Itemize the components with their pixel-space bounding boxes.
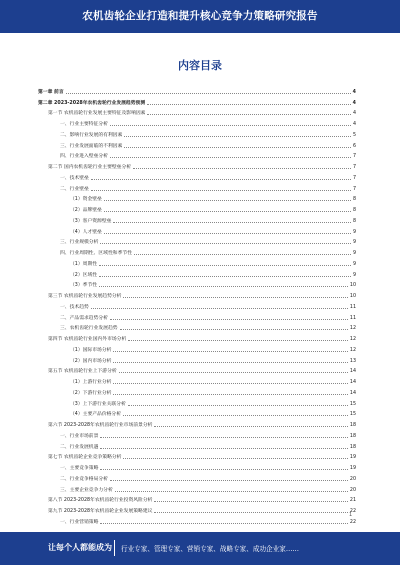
toc-entry-label: 第三节 农机齿轮行业发展趋势分析 <box>48 294 122 299</box>
toc-entry-label: （3）上下游行业关联分析 <box>70 401 126 407</box>
toc-entry-label: （4）主要产品价格分析 <box>70 412 122 418</box>
toc-entry[interactable] <box>38 396 356 407</box>
toc-entry-label: 第一章 前言 <box>38 89 64 95</box>
toc-entry-page: 10 <box>349 294 356 299</box>
toc-entry-label: （2）品牌壁垒 <box>70 208 102 213</box>
toc-entry-label: 第八节 2023-2028年农机齿轮行业投资风险分析 <box>48 498 153 504</box>
toc-leader-dots <box>154 425 347 427</box>
toc-entry[interactable] <box>38 235 356 246</box>
toc-entry[interactable] <box>38 374 356 385</box>
toc-leader-dots <box>154 511 347 513</box>
toc-leader-dots <box>110 318 348 320</box>
toc-entry[interactable] <box>38 95 356 106</box>
toc-entry[interactable] <box>38 159 356 170</box>
toc-leader-dots <box>113 393 347 395</box>
toc-entry[interactable] <box>38 482 356 493</box>
toc-entry-page: 22 <box>349 509 356 514</box>
toc-entry[interactable] <box>38 342 356 353</box>
toc-entry-label: 第一节 农机齿轮行业发展主要特征及影响因素 <box>48 111 146 117</box>
toc-entry-label: 二、行业发展机遇 <box>60 444 99 450</box>
toc-leader-dots <box>100 242 351 244</box>
toc-entry-page: 4 <box>352 122 356 127</box>
toc-entry-page: 18 <box>349 423 356 428</box>
footer-divider <box>114 540 115 556</box>
toc-entry-page: 11 <box>349 315 356 321</box>
toc-leader-dots <box>100 436 348 438</box>
toc-leader-dots <box>99 285 348 287</box>
toc-entry-page: 9 <box>352 240 356 246</box>
footer-tagline: 行业专家、管理专家、营销专家、战略专家、成功企业家…… <box>121 545 300 553</box>
toc-leader-dots <box>113 221 351 223</box>
toc-entry-label: 第五节 农机齿轮行业上下游分析 <box>48 369 117 375</box>
toc-entry-label: 二、行业壁垒 <box>60 186 89 192</box>
toc-entry-page: 9 <box>352 272 356 278</box>
page-number: 1 <box>349 512 353 518</box>
toc-entry[interactable] <box>38 224 356 235</box>
toc-entry[interactable] <box>38 417 356 428</box>
toc-entry[interactable] <box>38 299 356 310</box>
toc-entry-page: 7 <box>352 154 356 160</box>
toc-entry-label: （1）资金壁垒 <box>70 197 102 203</box>
toc-leader-dots <box>91 307 348 309</box>
toc-entry-label: （2）国内市场分析 <box>70 358 112 364</box>
toc-entry-page: 6 <box>352 143 356 149</box>
toc-entry-label: 二、行业竞争格局分析 <box>60 476 108 482</box>
toc-leader-dots <box>147 103 351 105</box>
toc-entry[interactable] <box>38 181 356 192</box>
toc-entry[interactable] <box>38 170 356 181</box>
toc-entry-label: （3）客户资源壁垒 <box>70 218 112 224</box>
toc-entry-page: 8 <box>352 197 356 203</box>
toc-leader-dots <box>100 447 348 449</box>
toc-entry-page: 9 <box>352 251 356 256</box>
toc-entry[interactable] <box>38 127 356 138</box>
toc-leader-dots <box>110 156 351 158</box>
toc-entry[interactable] <box>38 278 356 289</box>
toc-entry-label: 三、主要企业竞争力分析 <box>60 487 113 493</box>
toc-leader-dots <box>100 522 348 524</box>
toc-entry-page: 4 <box>352 89 356 95</box>
toc-entry-label: 三、行业规模分析 <box>60 240 99 246</box>
toc-entry[interactable] <box>38 213 356 224</box>
toc-entry-label: 一、主要竞争策略 <box>60 466 99 471</box>
toc-entry-label: 一、技术壁垒 <box>60 175 89 181</box>
toc-entry-page: 4 <box>352 100 356 106</box>
toc-leader-dots <box>119 371 348 373</box>
toc-entry-page: 12 <box>349 347 356 353</box>
toc-entry-label: 第九节 2023-2028年农机齿轮企业发展策略建议 <box>48 509 153 514</box>
toc-leader-dots <box>120 328 348 330</box>
toc-entry-label: 二、产品需求趋势分析 <box>60 315 108 321</box>
toc-leader-dots <box>124 146 351 148</box>
toc-leader-dots <box>104 232 351 234</box>
toc-leader-dots <box>113 382 347 384</box>
toc-entry-page: 15 <box>349 401 356 407</box>
toc-entry-page: 7 <box>352 186 356 192</box>
toc-entry[interactable] <box>38 84 356 95</box>
toc-entry-page: 19 <box>349 455 356 461</box>
toc-leader-dots <box>128 339 348 341</box>
toc-entry-page: 18 <box>349 433 356 439</box>
toc-leader-dots <box>124 135 351 137</box>
toc-entry[interactable] <box>38 353 356 364</box>
toc-entry[interactable] <box>38 514 356 525</box>
toc-entry-label: （4）人才壁垒 <box>70 229 102 235</box>
toc-leader-dots <box>133 167 351 169</box>
toc-entry[interactable] <box>38 460 356 471</box>
toc-entry-label: （2）区域性 <box>70 272 98 278</box>
toc-entry-page: 5 <box>352 132 356 138</box>
toc-entry-page: 21 <box>349 498 356 504</box>
toc-entry-page: 9 <box>352 229 356 235</box>
footer-slogan: 让每个人都能成为 <box>48 543 112 552</box>
toc-leader-dots <box>99 264 351 266</box>
toc-entry[interactable] <box>38 450 356 461</box>
toc-entry[interactable] <box>38 202 356 213</box>
toc-leader-dots <box>128 404 348 406</box>
toc-entry-label: 二、影响行业发展的有利因素 <box>60 132 123 138</box>
toc-leader-dots <box>104 199 351 201</box>
toc-entry-label: 四、行业周期性、区域性和季节性 <box>60 251 132 256</box>
toc-leader-dots <box>113 350 347 352</box>
toc-entry[interactable] <box>38 245 356 256</box>
toc-leader-dots <box>134 253 351 255</box>
toc-entry[interactable] <box>38 321 356 332</box>
toc-leader-dots <box>66 92 351 94</box>
toc-entry-page: 14 <box>349 369 356 375</box>
toc-entry-page: 7 <box>352 165 356 170</box>
toc-entry[interactable] <box>38 138 356 149</box>
toc-leader-dots <box>154 500 347 502</box>
toc-entry-page: 13 <box>349 358 356 364</box>
toc-entry-label: 四、行业进入壁垒分析 <box>60 154 108 160</box>
toc-leader-dots <box>99 275 351 277</box>
toc-leader-dots <box>104 210 351 212</box>
report-title: 农机齿轮企业打造和提升核心竞争力策略研究报告 <box>82 10 318 22</box>
toc-entry-label: 三、农机齿轮行业发展趋势 <box>60 326 118 332</box>
toc-entry-label: 第六节 2023-2028年农机齿轮行业市场前景分析 <box>48 423 153 428</box>
toc-leader-dots <box>123 296 347 298</box>
toc-entry[interactable] <box>38 310 356 321</box>
toc-entry-page: 8 <box>352 208 356 213</box>
toc-entry-label: 第四节 农机齿轮行业国内外市场分析 <box>48 337 127 342</box>
toc-entry[interactable] <box>38 503 356 514</box>
toc-entry[interactable] <box>38 106 356 117</box>
toc-entry-label: （2）下游行业分析 <box>70 390 112 396</box>
toc-entry-page: 20 <box>349 487 356 493</box>
toc-entry[interactable] <box>38 493 356 504</box>
toc-entry[interactable] <box>38 267 356 278</box>
toc-leader-dots <box>147 113 350 115</box>
toc-entry-label: （1）周期性 <box>70 261 98 267</box>
table-of-contents <box>38 84 356 525</box>
toc-entry-label: 第二节 国内农机齿轮行业主要壁垒分析 <box>48 165 132 170</box>
toc-entry-page: 14 <box>349 390 356 396</box>
toc-entry[interactable] <box>38 149 356 160</box>
toc-entry-page: 15 <box>349 412 356 418</box>
toc-heading: 内容目录 <box>178 59 222 72</box>
toc-entry-label: （3）季节性 <box>70 283 98 289</box>
toc-entry[interactable] <box>38 385 356 396</box>
toc-leader-dots <box>110 479 348 481</box>
toc-entry-page: 12 <box>349 337 356 342</box>
toc-entry-page: 18 <box>349 444 356 450</box>
toc-entry-page: 4 <box>352 111 356 117</box>
toc-entry-label: 一、行业市场前景 <box>60 433 99 439</box>
toc-leader-dots <box>123 414 348 416</box>
toc-entry-page: 19 <box>349 466 356 471</box>
toc-entry[interactable] <box>38 288 356 299</box>
header-bar <box>0 0 400 33</box>
toc-leader-dots <box>91 178 351 180</box>
toc-entry-page: 22 <box>349 519 356 525</box>
toc-entry[interactable] <box>38 364 356 375</box>
toc-leader-dots <box>113 361 347 363</box>
toc-entry-label: （1）上游行业分析 <box>70 380 112 385</box>
toc-entry[interactable] <box>38 428 356 439</box>
toc-entry-label: （1）国际市场分析 <box>70 347 112 353</box>
toc-leader-dots <box>123 457 347 459</box>
toc-entry-label: 一、行业主要特征分析 <box>60 122 108 127</box>
toc-leader-dots <box>110 124 351 126</box>
toc-entry[interactable] <box>38 471 356 482</box>
toc-entry-page: 20 <box>349 476 356 482</box>
toc-entry[interactable] <box>38 407 356 418</box>
toc-entry[interactable] <box>38 331 356 342</box>
toc-entry-page: 14 <box>349 380 356 385</box>
toc-leader-dots <box>100 468 348 470</box>
toc-entry[interactable] <box>38 256 356 267</box>
toc-entry[interactable] <box>38 116 356 127</box>
toc-leader-dots <box>91 189 351 191</box>
toc-entry-page: 12 <box>349 326 356 332</box>
toc-entry-page: 8 <box>352 218 356 224</box>
footer-bar <box>0 532 400 565</box>
toc-entry-label: 一、技术趋势 <box>60 304 89 310</box>
toc-entry[interactable] <box>38 192 356 203</box>
toc-entry-page: 10 <box>349 283 356 289</box>
toc-leader-dots <box>115 490 348 492</box>
toc-entry-page: 9 <box>352 261 356 267</box>
toc-entry-label: 第七节 农机齿轮企业竞争策略分析 <box>48 455 122 461</box>
toc-entry[interactable] <box>38 439 356 450</box>
toc-entry-page: 7 <box>352 175 356 181</box>
toc-entry-label: 第二章 2023-2028年农机齿轮行业发展趋势预测 <box>38 100 146 106</box>
toc-entry-label: 一、行业营销策略 <box>60 519 99 525</box>
toc-entry-label: 三、行业发展面临的不利因素 <box>60 143 123 149</box>
toc-entry-page: 11 <box>349 304 356 310</box>
